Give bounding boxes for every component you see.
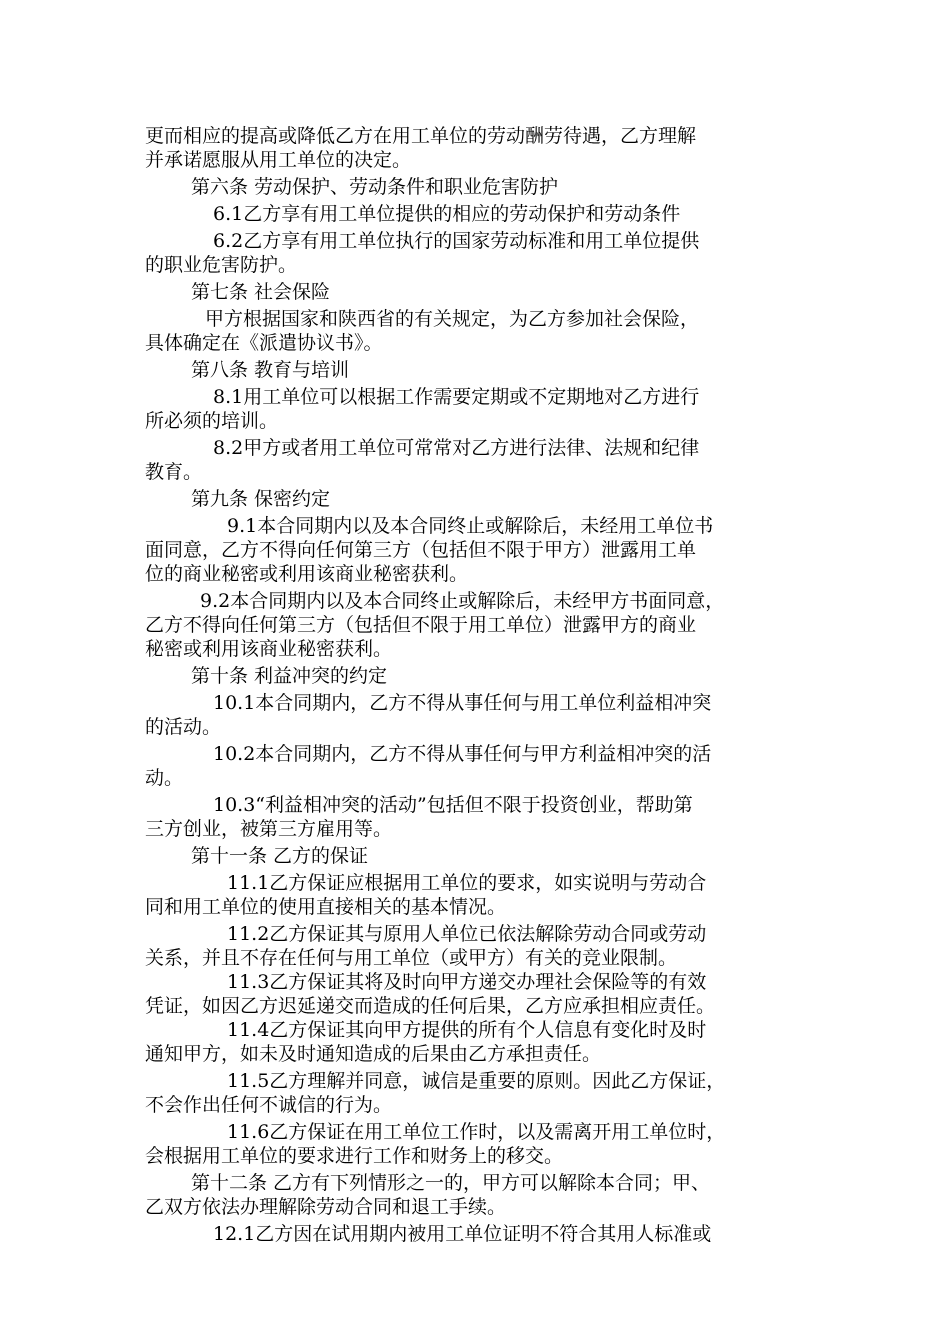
text-line: 秘密或利用该商业秘密获利。: [145, 638, 393, 660]
text-line: 8.2甲方或者用工单位可常常对乙方进行法律、法规和纪律: [213, 437, 700, 459]
text-line: 会根据用工单位的要求进行工作和财务上的移交。: [145, 1145, 564, 1167]
text-line: 甲方根据国家和陕西省的有关规定，为乙方参加社会保险，: [205, 308, 700, 330]
text-line: 同和用工单位的使用直接相关的基本情况。: [145, 896, 507, 918]
text-line: 第八条 教育与培训: [191, 359, 350, 381]
text-line: 10.3“利益相冲突的活动”包括但不限于投资创业，帮助第: [213, 794, 693, 816]
text-line: 11.4乙方保证其向甲方提供的所有个人信息有变化时及时: [227, 1019, 707, 1041]
text-line: 10.2本合同期内，乙方不得从事任何与甲方利益相冲突的活: [213, 743, 712, 765]
text-line: 并承诺愿服从用工单位的决定。: [145, 149, 412, 171]
text-line: 的职业危害防护。: [145, 254, 298, 276]
text-line: 11.6乙方保证在用工单位工作时，以及需离开用工单位时，: [227, 1121, 726, 1143]
text-line: 11.5乙方理解并同意，诚信是重要的原则。因此乙方保证，: [227, 1070, 726, 1092]
text-line: 8.1用工单位可以根据工作需要定期或不定期地对乙方进行: [213, 386, 700, 408]
text-line: 通知甲方，如未及时通知造成的后果由乙方承担责任。: [145, 1043, 602, 1065]
text-line: 面同意，乙方不得向任何第三方（包括但不限于甲方）泄露用工单: [145, 539, 697, 561]
text-line: 关系，并且不存在任何与用工单位（或甲方）有关的竞业限制。: [145, 947, 678, 969]
text-line: 位的商业秘密或利用该商业秘密获利。: [145, 563, 469, 585]
text-line: 11.2乙方保证其与原用人单位已依法解除劳动合同或劳动: [227, 923, 707, 945]
text-line: 第十条 利益冲突的约定: [191, 665, 388, 687]
text-line: 不会作出任何不诚信的行为。: [145, 1094, 393, 1116]
text-line: 动。: [145, 767, 184, 789]
text-line: 6.2乙方享有用工单位执行的国家劳动标准和用工单位提供: [213, 230, 700, 252]
text-line: 第九条 保密约定: [191, 488, 331, 510]
text-line: 第六条 劳动保护、劳动条件和职业危害防护: [191, 176, 559, 198]
text-line: 三方创业，被第三方雇用等。: [145, 818, 393, 840]
text-line: 第十一条 乙方的保证: [191, 845, 369, 867]
text-line: 凭证，如因乙方迟延递交而造成的任何后果，乙方应承担相应责任。: [145, 995, 716, 1017]
text-line: 第七条 社会保险: [191, 281, 331, 303]
text-line: 6.1乙方享有用工单位提供的相应的劳动保护和劳动条件: [213, 203, 681, 225]
text-line: 11.1乙方保证应根据用工单位的要求，如实说明与劳动合: [227, 872, 707, 894]
text-line: 10.1本合同期内，乙方不得从事任何与用工单位利益相冲突: [213, 692, 712, 714]
text-line: 乙双方依法办理解除劳动合同和退工手续。: [145, 1196, 507, 1218]
text-line: 9.1本合同期内以及本合同终止或解除后，未经用工单位书: [227, 515, 714, 537]
text-line: 教育。: [145, 461, 203, 483]
text-line: 更而相应的提高或降低乙方在用工单位的劳动酬劳待遇，乙方理解: [145, 125, 697, 147]
text-line: 12.1乙方因在试用期内被用工单位证明不符合其用人标准或: [213, 1223, 712, 1245]
text-line: 11.3乙方保证其将及时向甲方递交办理社会保险等的有效: [227, 971, 707, 993]
text-line: 的活动。: [145, 716, 222, 738]
contract-text: [145, 124, 810, 1246]
text-line: 9.2本合同期内以及本合同终止或解除后，未经甲方书面同意，: [200, 590, 725, 612]
text-line: 第十二条 乙方有下列情形之一的，甲方可以解除本合同；甲、: [191, 1172, 711, 1194]
text-line: 乙方不得向任何第三方（包括但不限于用工单位）泄露甲方的商业: [145, 614, 697, 636]
text-line: 具体确定在《派遣协议书》。: [145, 332, 383, 354]
text-line: 所必须的培训。: [145, 410, 279, 432]
